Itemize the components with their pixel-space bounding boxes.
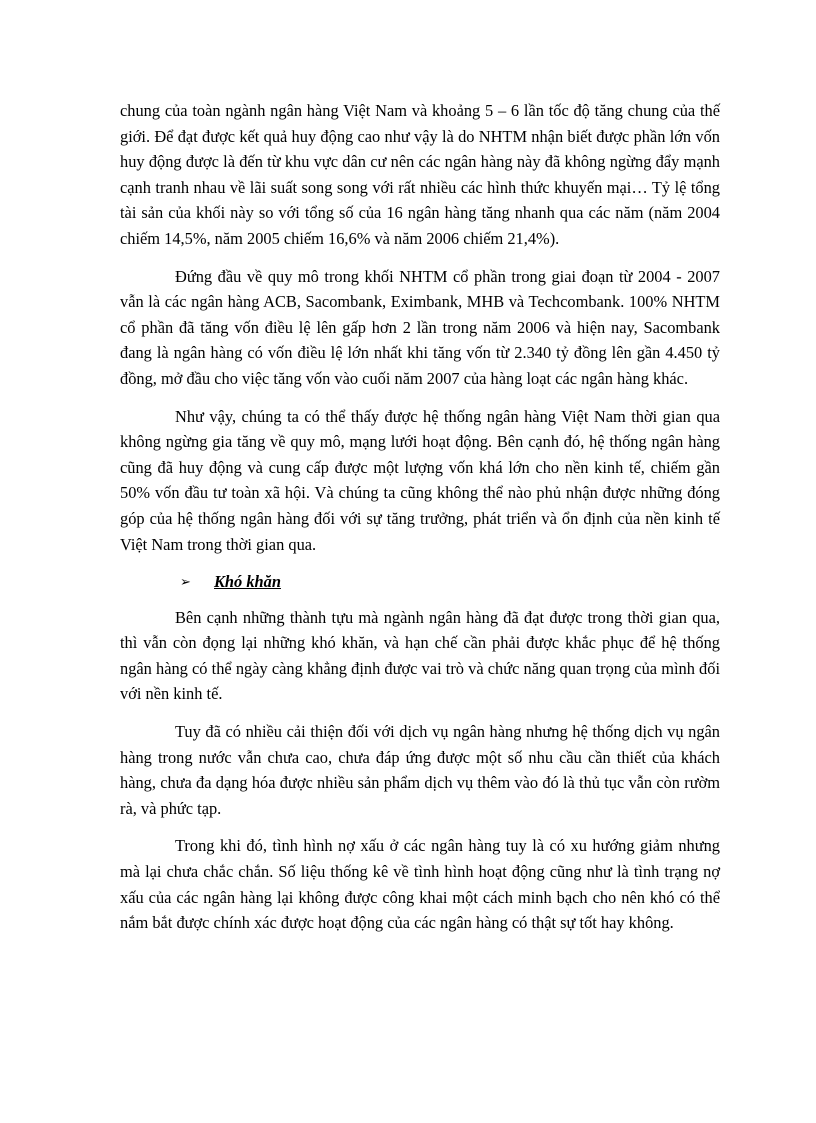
paragraph-continuation: chung của toàn ngành ngân hàng Việt Nam và khoảng 5 – 6 lần tốc độ tăng chung của thế giới. Để đạt được kết quả huy động cao như vậy là do NHTM nhận biết được phần lớn vốn huy động được là đến từ khu vực dân cư nên các ngân hàng này đã không ngừng đẩy mạnh cạnh tranh nhau về lãi suất song song với rất nhiều các hình thức khuyến mại… Tỷ lệ tổng tài sản của khối này so với tổng số của 16 ngân hàng tăng nhanh qua các năm (năm 2004 chiếm 14,5%, năm 2005 chiếm 16,6% và năm 2006 chiếm 21,4%).: [120, 101, 720, 248]
arrowhead-bullet-icon: ➢: [180, 574, 191, 590]
paragraph-difficulties-intro: Bên cạnh những thành tựu mà ngành ngân hàng đã đạt được trong thời gian qua, thì vẫn còn đọng lại những khó khăn, và hạn chế cần phải được khắc phục để hệ thống ngân hàng có thể ngày càng khẳng định được vai trò và chức năng quan trọng của mình đối với nền kinh tế.: [120, 607, 720, 704]
section-heading-difficulties: [180, 569, 720, 595]
paragraph-services: Tuy đã có nhiều cải thiện đối với dịch vụ ngân hàng nhưng hệ thống dịch vụ ngân hàng trong nước vẫn chưa cao, chưa đáp ứng được một số nhu cầu cần thiết của khách hàng, chưa đa dạng hóa được nhiều sản phẩm dịch vụ thêm vào đó là thủ tục vẫn còn rườm rà, và phức tạp.: [120, 722, 720, 818]
document-page: [120, 98, 720, 948]
section-heading-text: Khó khăn: [214, 572, 281, 592]
paragraph-leading-banks: Đứng đầu về quy mô trong khối NHTM cổ phần trong giai đoạn từ 2004 - 2007 vẫn là các ngân hàng ACB, Sacombank, Eximbank, MHB và Techcombank. 100% NHTM cổ phần đã tăng vốn điều lệ lên gấp hơn 2 lần trong năm 2006 và hiện nay, Sacombank đang là ngân hàng có vốn điều lệ lớn nhất khi tăng vốn từ 2.340 tỷ đồng lên gần 4.450 tỷ đồng, mở đầu cho việc tăng vốn vào cuối năm 2007 của hàng loạt các ngân hàng khác.: [120, 266, 720, 388]
paragraph-bad-debt: Trong khi đó, tình hình nợ xấu ở các ngân hàng tuy là có xu hướng giảm nhưng mà lại chưa chắc chắn. Số liệu thống kê về tình hình hoạt động cũng như là tình trạng nợ xấu của các ngân hàng lại không được công khai một cách minh bạch cho nên khó có thể nắm bắt được chính xác được hoạt động của các ngân hàng có thật sự tốt hay không.: [120, 836, 720, 933]
paragraph-summary: Như vậy, chúng ta có thể thấy được hệ thống ngân hàng Việt Nam thời gian qua không ngừng gia tăng về quy mô, mạng lưới hoạt động. Bên cạnh đó, hệ thống ngân hàng cũng đã huy động và cung cấp được một lượng vốn khá lớn cho nền kinh tế, chiếm gần 50% vốn đầu tư toàn xã hội. Và chúng ta cũng không thể nào phủ nhận được những đóng góp của hệ thống ngân hàng đối với sự tăng trưởng, phát triển và ổn định của nền kinh tế Việt Nam trong thời gian qua.: [120, 406, 720, 554]
